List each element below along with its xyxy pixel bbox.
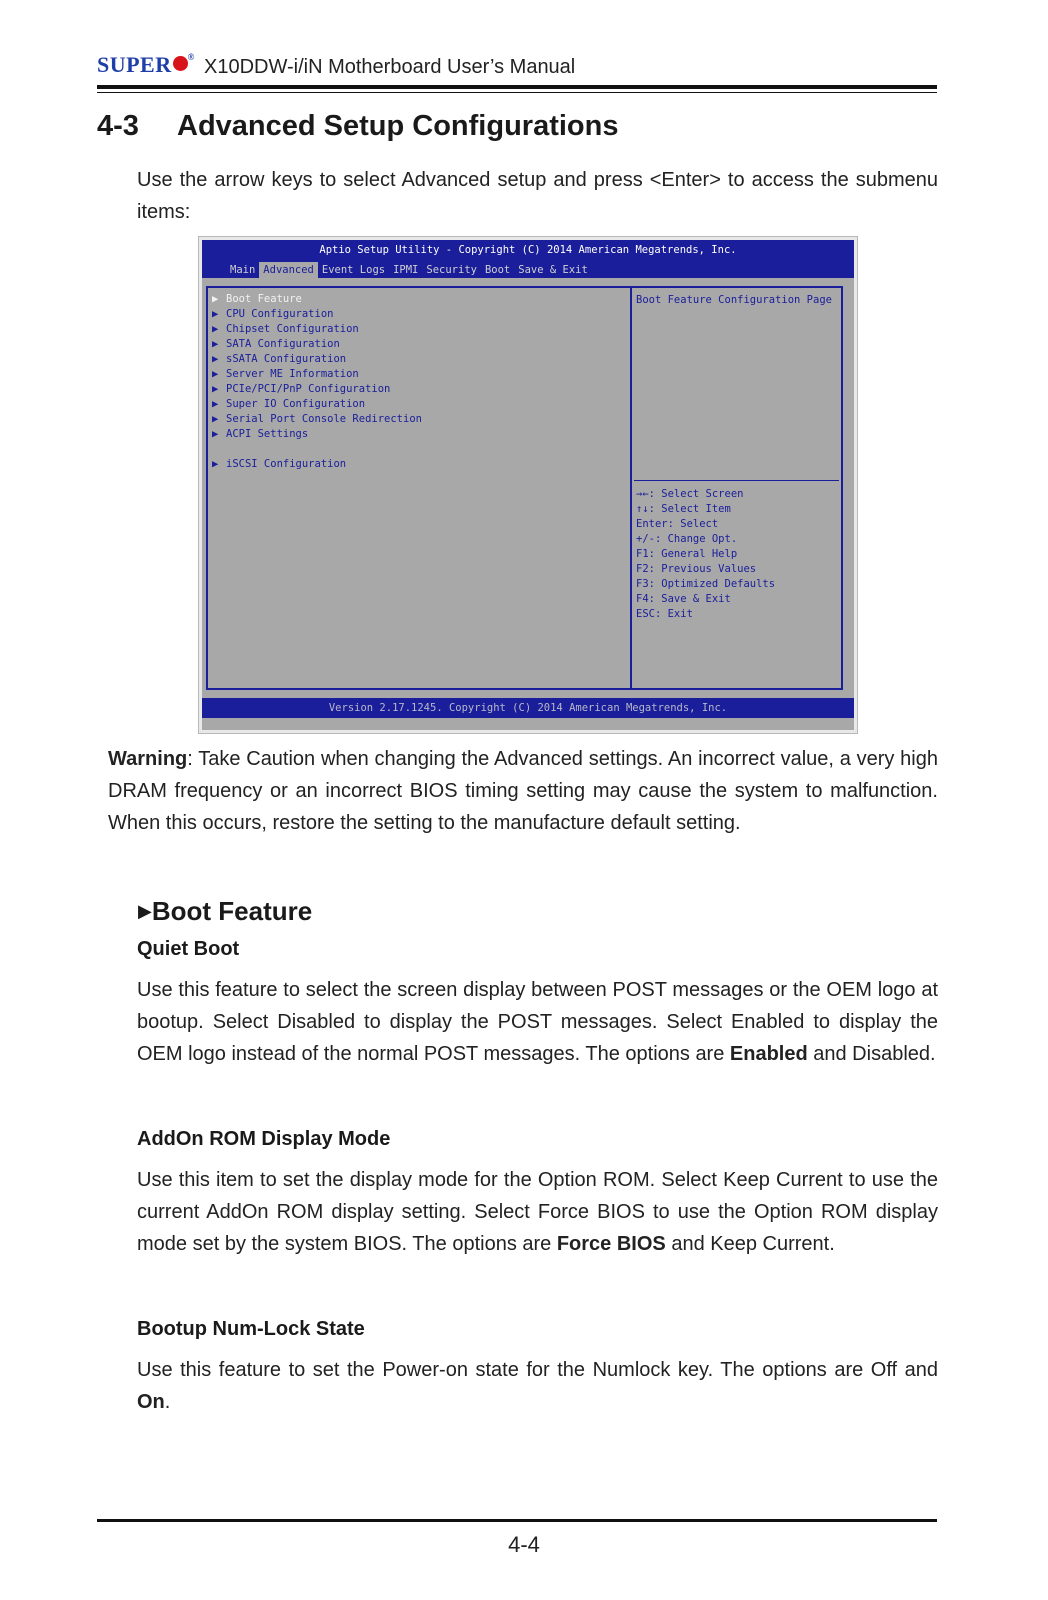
bios-menu-sata-configuration[interactable]: ▶ SATA Configuration <box>212 338 340 350</box>
bios-menu-pane <box>206 286 630 690</box>
header-rule-thin <box>97 92 937 93</box>
bios-key-f2: F2: Previous Values <box>636 563 757 575</box>
submenu-arrow-icon: ▶ <box>212 458 219 470</box>
page-number: 4-4 <box>508 1532 540 1557</box>
bios-utility-title: Aptio Setup Utility - Copyright (C) 2014 American Megatrends, Inc. <box>319 244 737 256</box>
bios-tab-ipmi[interactable]: IPMI <box>393 264 419 276</box>
bios-screenshot <box>198 236 858 734</box>
submenu-arrow-icon: ▶ <box>212 368 219 380</box>
submenu-arrow-icon: ▶ <box>212 338 219 350</box>
submenu-arrow-icon: ▶ <box>212 353 219 365</box>
logo-text: SUPER <box>97 52 172 77</box>
addon-rom-description: Use this item to set the display mode for the Option ROM. Select Keep Current to use the current AddOn ROM display setting. Select Force BIOS to use the Option ROM display mode set by the system BIOS. The options are Force BIOS and Keep Current. <box>137 1169 938 1255</box>
bios-tab-security[interactable]: Security <box>426 264 477 276</box>
bios-help-text: Boot Feature Configuration Page <box>636 294 832 306</box>
bios-tab-save-exit[interactable]: Save & Exit <box>518 264 588 276</box>
bios-key-esc: ESC: Exit <box>636 608 693 620</box>
supermicro-logo <box>97 52 195 78</box>
bios-menu-acpi-settings[interactable]: ▶ ACPI Settings <box>212 428 309 440</box>
bios-key-f1: F1: General Help <box>636 548 738 560</box>
bios-key-f4: F4: Save & Exit <box>636 593 731 605</box>
warning-text: : Take Caution when changing the Advanced settings. An incorrect value, a very high DRAM frequency or an incorrect BIOS timing setting may cause the system to malfunction. When this occurs, restore the setting to the manufacture default setting. <box>108 748 938 834</box>
numlock-heading: Bootup Num-Lock State <box>137 1318 365 1340</box>
bios-key-select-item: ↑↓: Select Item <box>636 503 731 515</box>
logo-registered-mark: ® <box>187 52 195 62</box>
quiet-boot-heading: Quiet Boot <box>137 938 240 960</box>
numlock-default: On <box>137 1391 165 1413</box>
bios-tab-main[interactable]: Main <box>230 264 256 276</box>
submenu-arrow-icon: ▶ <box>212 323 219 335</box>
bios-help-pane <box>630 286 843 690</box>
submenu-arrow-icon: ▶ <box>212 383 219 395</box>
bios-help-divider <box>634 480 839 481</box>
bios-tab-boot[interactable]: Boot <box>484 264 511 276</box>
bios-tab-event-logs[interactable]: Event Logs <box>321 264 386 276</box>
boot-feature-heading <box>138 896 312 927</box>
boot-feature-title: Boot Feature <box>151 896 313 926</box>
bios-key-f3: F3: Optimized Defaults <box>636 578 776 590</box>
bios-version-bar: Version 2.17.1245. Copyright (C) 2014 American Megatrends, Inc. <box>202 698 854 718</box>
submenu-arrow-icon: ▶ <box>212 428 219 440</box>
section-heading <box>97 110 618 143</box>
bios-menu-cpu-configuration[interactable]: ▶ CPU Configuration <box>212 308 334 320</box>
bios-key-select-screen: →←: Select Screen <box>636 488 744 500</box>
bios-menu-iscsi-configuration[interactable]: ▶ iSCSI Configuration <box>212 458 347 470</box>
submenu-arrow-icon: ▶ <box>212 293 219 305</box>
section-title: Advanced Setup Configurations <box>177 110 619 142</box>
bios-title-bar <box>202 240 854 278</box>
bios-menu-chipset-configuration[interactable]: ▶ Chipset Configuration <box>212 323 359 335</box>
header-rule-thick <box>97 85 937 89</box>
bios-tab-bar <box>226 262 592 278</box>
logo-dot-icon <box>173 56 188 71</box>
submenu-arrow-icon: ▶ <box>212 398 219 410</box>
addon-rom-default: Force BIOS <box>556 1233 666 1255</box>
triangle-bullet-icon: ▶ <box>138 901 152 921</box>
section-intro: Use the arrow keys to select Advanced setup and press <Enter> to access the submenu items: <box>137 169 938 223</box>
numlock-description: Use this feature to set the Power-on state for the Numlock key. The options are Off and On. <box>137 1359 938 1413</box>
bios-menu-ssata-configuration[interactable]: ▶ sSATA Configuration <box>212 353 347 365</box>
section-number: 4-3 <box>97 110 139 142</box>
submenu-arrow-icon: ▶ <box>212 308 219 320</box>
bios-menu-boot-feature[interactable]: ▶ Boot Feature <box>212 293 302 305</box>
footer-rule <box>97 1519 937 1522</box>
bios-menu-pcie-pci-pnp-configuration[interactable]: ▶ PCIe/PCI/PnP Configuration <box>212 383 391 395</box>
warning-label: Warning <box>108 748 188 770</box>
bios-key-enter: Enter: Select <box>636 518 719 530</box>
bios-tab-advanced[interactable]: Advanced <box>259 262 318 278</box>
manual-title: X10DDW-i/iN Motherboard User’s Manual <box>204 56 576 78</box>
submenu-arrow-icon: ▶ <box>212 413 219 425</box>
bios-key-change-opt: +/-: Change Opt. <box>636 533 738 545</box>
quiet-boot-description: Use this feature to select the screen display between POST messages or the OEM logo at bootup. Select Disabled to display the POST messages. Select Enabled to display the OEM logo instead of the normal POST messages. The options are Enabled and Disabled. <box>137 979 938 1065</box>
bios-screen <box>202 240 854 730</box>
bios-menu-serial-port-console-redirection[interactable]: ▶ Serial Port Console Redirection <box>212 413 422 425</box>
addon-rom-heading: AddOn ROM Display Mode <box>137 1128 391 1150</box>
warning-paragraph <box>108 743 938 839</box>
quiet-boot-default: Enabled <box>729 1043 808 1065</box>
bios-menu-server-me-information[interactable]: ▶ Server ME Information <box>212 368 359 380</box>
bios-menu-super-io-configuration[interactable]: ▶ Super IO Configuration <box>212 398 366 410</box>
